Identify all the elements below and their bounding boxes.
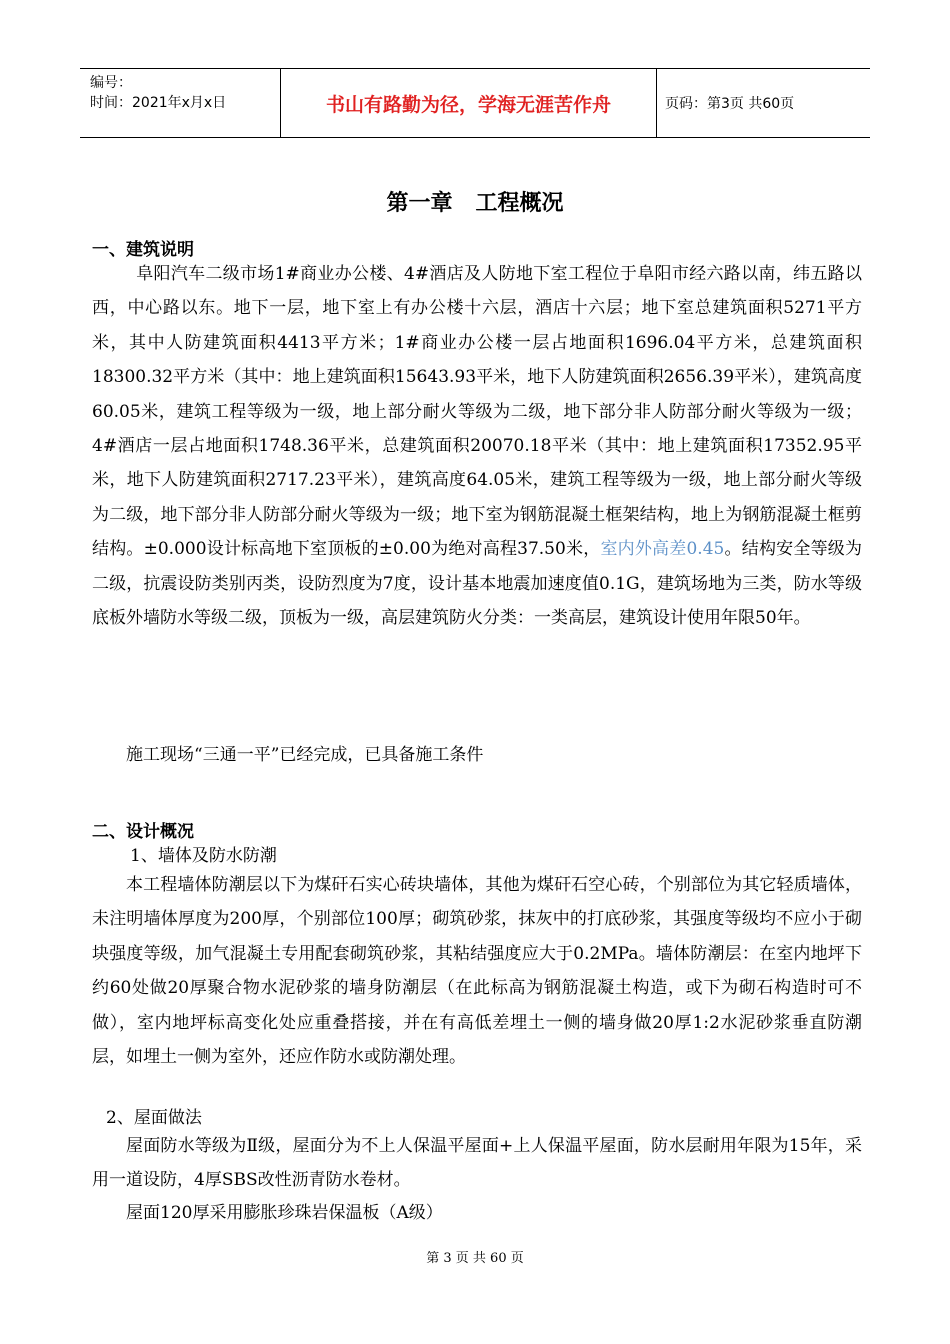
header-page-number: 页码：第3页 共60页 bbox=[665, 96, 795, 112]
wall-paragraph: 本工程墙体防潮层以下为煤矸石实心砖块墙体，其他为煤矸石空心砖，个别部位为其它轻质墙体，未注明墙体厚度为200厚，个别部位100厚；砌筑砂浆，抹灰中的打底砂浆，其强度等级均不应小于砌块强度等级，加气混凝土专用配套砌筑砂浆，其粘结强度应大于0.2MPa。墙体防潮层：在室内地坪下约60处做20厚聚合物水泥砂浆的墙身防潮层（在此标高为钢筋混凝土构造，或下为砌石构造时可不做），室内地坪标高变化处应重叠搭接，并在有高低差埋土一侧的墙身做20厚1:2水泥砂浆垂直防潮层，如埋土一侧为室外，还应作防水或防潮处理。 bbox=[92, 875, 862, 1068]
document-number: 编号： bbox=[90, 75, 132, 91]
header-motto: 书山有路勤为径，学海无涯苦作舟 bbox=[281, 69, 657, 137]
roof-insulation-paragraph: 屋面120厚采用膨胀珍珠岩保温板（A级） bbox=[126, 1203, 443, 1223]
architecture-text-part1: 阜阳汽车二级市场1#商业办公楼、4#酒店及人防地下室工程位于阜阳市经六路以南，纬五路以西，中心路以东。地下一层，地下室上有办公楼十六层，酒店十六层；地下室总建筑面积5271平方米，其中人防建筑面积4413平方米；1#商业办公楼一层占地面积1696.04平方米，总建筑面积18300.32平方米（其中：地上建筑面积15643.93平米，地下人防建筑面积2656.39平米），建筑高度60.05米，建筑工程等级为一级，地上部分耐火等级为二级，地下部分非人防部分耐火等级为一级；4#酒店一层占地面积1748.36平米，总建筑面积20070.18平米（其中：地上建筑面积17352.95平米，地下人防建筑面积2717.23平米），建筑高度64.05米，建筑工程等级为一级，地上部分耐火等级为二级，地下部分非人防部分耐火等级为一级；地下室为钢筋混凝土框架结构，地上为钢筋混凝土框剪结构。±0.000设计标高地下室顶板的±0.00为绝对高程37.50米， bbox=[92, 264, 862, 560]
subsection-wall-title: 1、墙体及防水防潮 bbox=[130, 846, 277, 866]
page-footer: 第 3 页 共 60 页 bbox=[426, 1251, 524, 1266]
section-title-design: 二、设计概况 bbox=[92, 822, 194, 842]
architecture-text-part2: 。结构安全等级为二级，抗震设防类别丙类，设防烈度为7度，设计基本地震加速度值0.1G，建筑场地为三类，防水等级底板外墙防水等级二级，顶板为一级，高层建筑防火分类：一类高层，建筑设计使用年限50年。 bbox=[92, 539, 862, 629]
elevation-difference-highlight: 室内外高差0.45 bbox=[600, 539, 725, 560]
header-meta-cell bbox=[80, 69, 281, 137]
site-condition-paragraph: 施工现场“三通一平”已经完成，已具备施工条件 bbox=[126, 745, 484, 765]
document-time: 时间：2021年x月x日 bbox=[90, 95, 227, 111]
chapter-title: 第一章 工程概况 bbox=[386, 191, 564, 216]
roof-paragraph: 屋面防水等级为Ⅱ级，屋面分为不上人保温平屋面+上人保温平屋面，防水层耐用年限为15年，采用一道设防，4厚SBS改性沥青防水卷材。 bbox=[92, 1136, 862, 1191]
header-table bbox=[80, 68, 870, 138]
subsection-roof-title: 2、屋面做法 bbox=[106, 1108, 202, 1128]
section-title-architecture: 一、建筑说明 bbox=[92, 240, 194, 260]
architecture-paragraph bbox=[92, 257, 862, 635]
